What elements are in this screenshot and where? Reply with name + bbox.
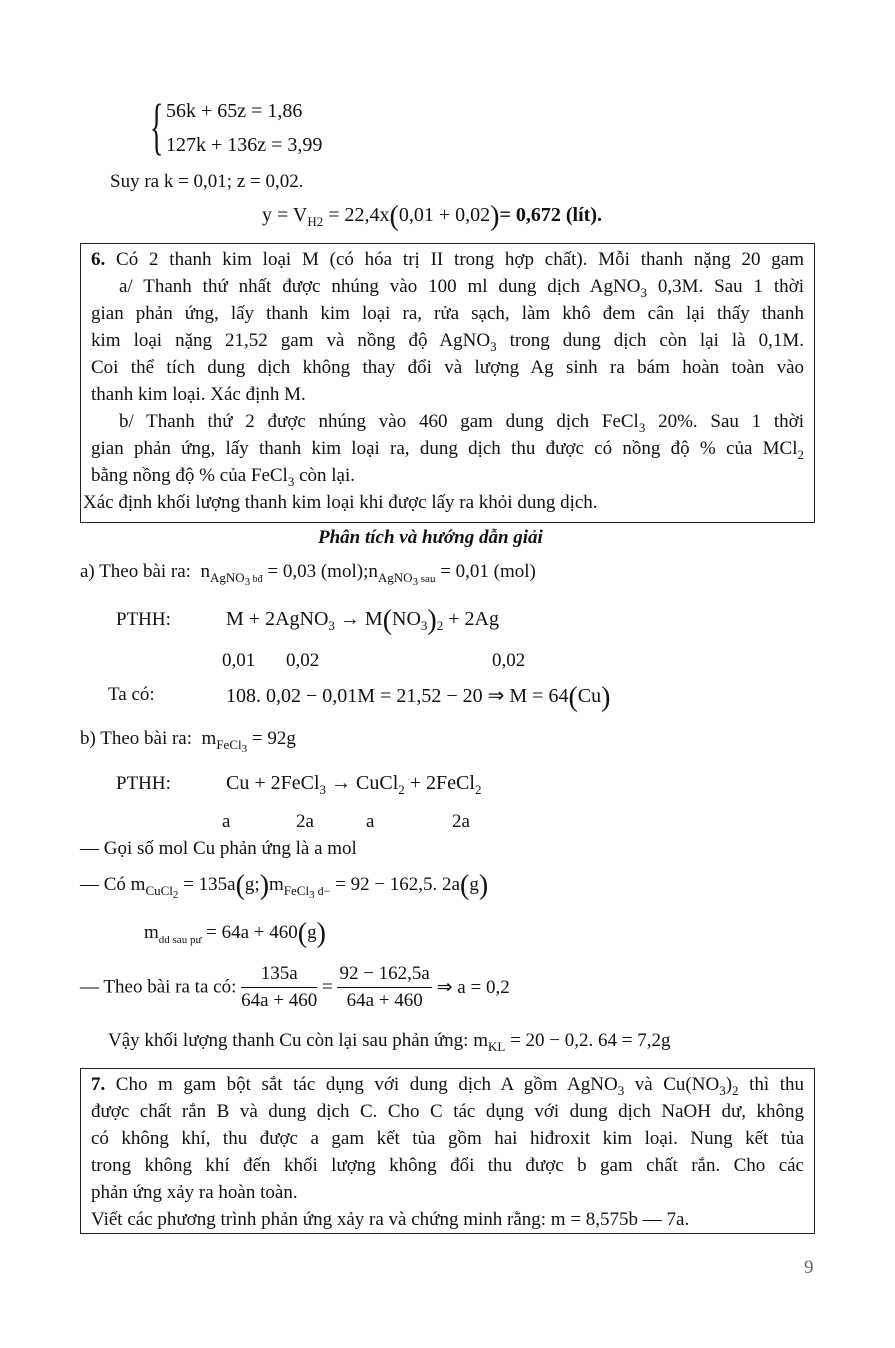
problem-text: trong dung dịch còn lại là 0,1M. bbox=[496, 330, 804, 351]
volume-equation: $y = V_{H2} = 22,4x(0,01 + 0,02)= 0,672$ (lít). bbox=[262, 201, 602, 232]
problem-text: Viết các phương trình phản ứng xảy ra và chứng minh rằng: m = 8,575b — 7a. bbox=[91, 1209, 690, 1230]
sub: 3 bbox=[638, 420, 646, 435]
problem-text: phản ứng xảy ra hoàn toàn. bbox=[91, 1182, 298, 1203]
problem-7-box: 7. Cho m gam bột sắt tác dụng với dung dịch A gồm AgNO$_3$ và $Cu(NO_3)_2$ thì thu được chất rắn B và dung dịch C. Cho C tác dụng với dung dịch NaOH dư, không có không khí, thu được a gam kết tủa gồm hai hiđroxit kim loại. Nung kết tủa trong không khí đến khối lượng không đổi thu được b gam chất rắn. Cho các phản ứng xảy ra hoàn toàn. Viết các phương trình phản ứng xảy ra và chứng minh rằng: m = 8,575b — 7a. bbox=[80, 1068, 815, 1234]
page-number: 9 bbox=[804, 1257, 814, 1278]
problem-text: còn lại. bbox=[294, 465, 356, 486]
part-b-given: b) Theo bài ra: $m_{FeCl_3} = 92g$ bbox=[80, 728, 296, 755]
mol-value: 0,02 bbox=[286, 650, 320, 671]
text: = 0,01 (mol) bbox=[435, 561, 536, 582]
problem-text: gian phản ứng, lấy thanh kim loại ra, rửa sạch, làm khô đem cân lại thấy thanh bbox=[91, 303, 804, 324]
sub: 2 bbox=[797, 447, 804, 462]
sub: 3 bbox=[640, 285, 647, 300]
problem-text: trong không khí đến khối lượng không đổi thu được b gam chất rắn. Cho các bbox=[91, 1155, 804, 1176]
problem-text: kim loại nặng 21,52 gam và nồng độ AgNO bbox=[91, 330, 491, 351]
solution-mass: $m_{dd sau pư} = 64a + 460(g)$ bbox=[144, 918, 326, 949]
sub: 3 bbox=[287, 474, 295, 489]
ta-co-label: Ta có: bbox=[108, 684, 155, 705]
part-a-given: a) Theo bài ra: $n_{AgNO_3 bđ} = 0,03$ $(mol);n_{AgNO_3 sau} = 0,01$ (mol) bbox=[80, 561, 536, 588]
problem-text: 0,3M. Sau 1 thời bbox=[646, 276, 805, 297]
eq-sub: H2 bbox=[307, 214, 324, 229]
mass-expressions: — Có $m_{CuCl_2}$ = $135a(g;)m_{FeCl_3 d-} = 92 - 162,5$. 2a(g) bbox=[80, 870, 489, 901]
problem-text: bằng nồng độ % của FeCl bbox=[91, 465, 288, 486]
text: = 0,03 (mol);n bbox=[262, 561, 378, 582]
problem-text: gian phản ứng, lấy thanh kim loại ra, dung dịch thu được có nồng độ % của MCl bbox=[91, 438, 798, 459]
problem-number: 7. bbox=[91, 1074, 106, 1095]
eq-result: = 0,672 (lít). bbox=[499, 204, 602, 226]
text: a) Theo bài ra: bbox=[80, 561, 191, 582]
equation-1: 56k + 65z = 1,86 bbox=[166, 100, 303, 122]
reaction-2: Cu + 2FeCl$_3$ → CuCl$_2$ + 2FeCl$_2$ bbox=[226, 772, 482, 797]
coef: a bbox=[366, 811, 375, 832]
reaction-1: M + 2AgNO$_3$ → $M(NO_3)_2 + 2Ag$ bbox=[226, 605, 499, 636]
problem-number: 6. bbox=[91, 249, 106, 270]
eq-text: 0,01 + 0,02 bbox=[398, 204, 491, 226]
fraction-equation: — Theo bài ra ta có: $\frac{135a}{64a + 460}$ = $\frac{92 - 162,5a}{64a + 460}$ ⇒ a = 0,2 bbox=[80, 963, 510, 1011]
coef: 2a bbox=[452, 811, 470, 832]
problem-text: b/ Thanh thứ 2 được nhúng vào 460 gam dung dịch FeCl bbox=[119, 411, 639, 432]
problem-text: có không khí, thu được a gam kết tủa gồm hai hiđroxit kim loại. Nung kết tủa bbox=[91, 1128, 804, 1149]
problem-6-box bbox=[80, 243, 815, 523]
problem-text: Coi thể tích dung dịch không thay đổi và lượng Ag sinh ra bám hoàn toàn vào bbox=[91, 357, 804, 378]
mol-value: 0,01 bbox=[222, 650, 256, 671]
problem-text: a/ Thanh thứ nhất được nhúng vào 100 ml dung dịch AgNO bbox=[119, 276, 641, 297]
sub: 3 bbox=[490, 339, 497, 354]
pthh-label: PTHH: bbox=[116, 609, 171, 630]
problem-text: được chất rắn B và dung dịch C. Cho C tác dụng với dung dịch NaOH dư, không bbox=[91, 1101, 804, 1122]
eq-text: = 22,4x bbox=[323, 204, 390, 226]
coef: 2a bbox=[296, 811, 314, 832]
result-line: Suy ra k = 0,01; z = 0,02. bbox=[110, 171, 304, 192]
problem-text: Xác định khối lượng thanh kim loại khi được lấy ra khỏi dung dịch. bbox=[83, 492, 598, 513]
problem-text: thanh kim loại. Xác định M. bbox=[91, 384, 306, 405]
coef: a bbox=[222, 811, 231, 832]
conclusion: Vậy khối lượng thanh Cu còn lại sau phản ứng: $m_{KL} = 20 - 0,2$. 64 = 7,2g bbox=[108, 1030, 671, 1054]
solution-title: Phân tích và hướng dẫn giải bbox=[318, 527, 543, 548]
system-brace: { bbox=[150, 93, 164, 161]
mass-equation: 108. 0,02 − 0,01M = 21,52 − 20 ⇒ M = 64(Cu) bbox=[226, 682, 611, 713]
eq-text: y = V bbox=[262, 204, 308, 226]
pthh-label: PTHH: bbox=[116, 773, 171, 794]
text: n bbox=[200, 561, 210, 582]
problem-text: Có 2 thanh kim loại M (có hóa trị II trong hợp chất). Mỗi thanh nặng 20 gam bbox=[105, 249, 804, 270]
problem-text: 20%. Sau 1 thời bbox=[645, 411, 805, 432]
equation-2: 127k + 136z = 3,99 bbox=[166, 134, 323, 156]
step-text: — Gọi số mol Cu phản ứng là a mol bbox=[80, 838, 357, 859]
mol-value: 0,02 bbox=[492, 650, 526, 671]
